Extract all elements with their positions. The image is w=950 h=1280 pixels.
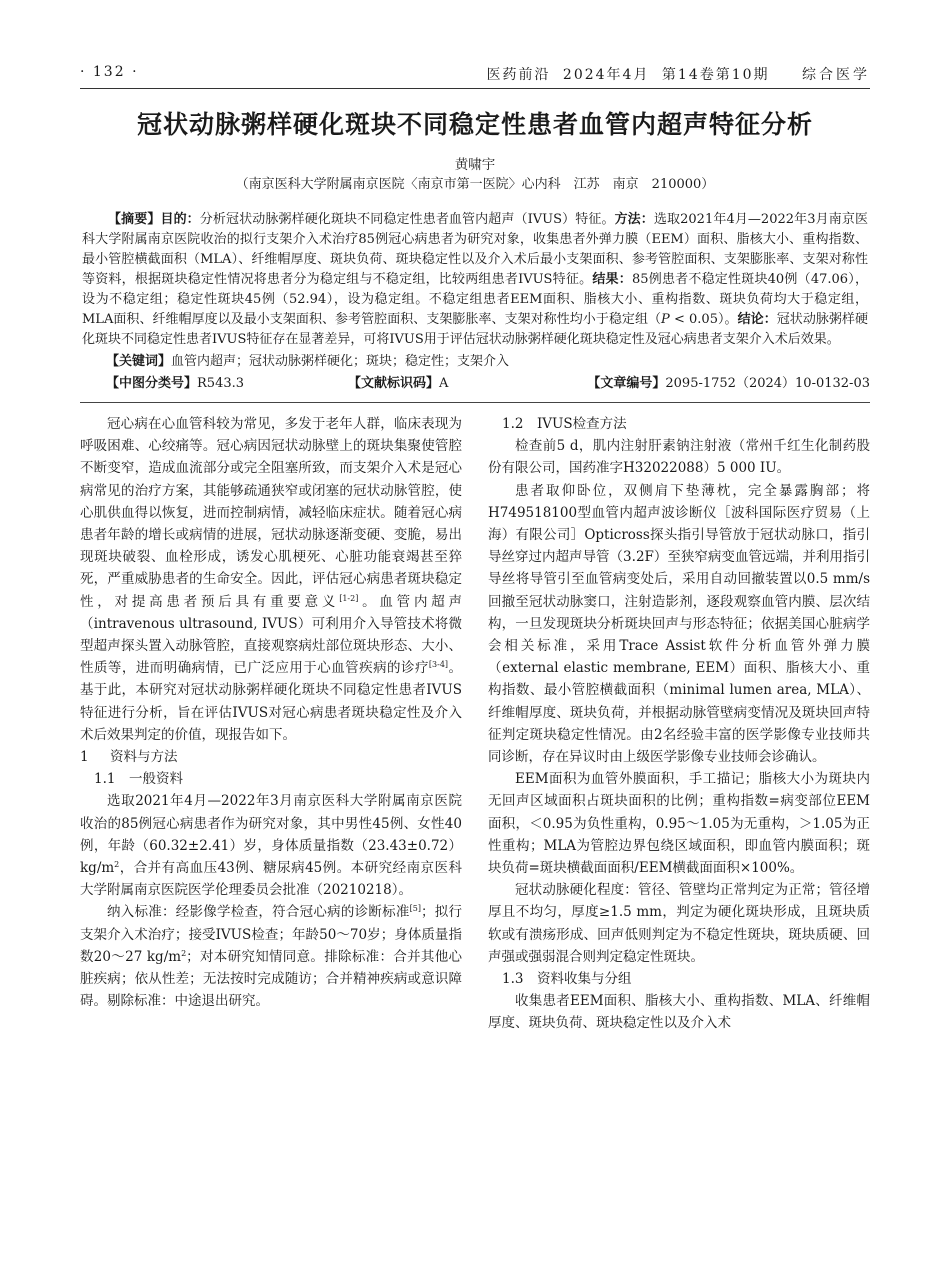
page-number: · 132 · — [80, 64, 139, 80]
definitions-paragraph: EEM面积为血管外膜面积，手工描记；脂核大小为斑块内无回声区域面积占斑块面积的比例；重构指数=病变部位EEM面积，＜0.95为负性重构，0.95～1.05为无重构，＞1.05为正性重构；MLA为管腔边界包绕区域面积，即血管内膜面积；斑块负荷=斑块横截面面积/EEM横截面面积×100%。 — [488, 771, 870, 877]
author-name: 黄啸宇 — [454, 157, 496, 173]
abstract-method: 选取2021年4月—2022年3月南京医科大学附属南京医院收治的拟行支架介入术治疗85例冠心病患者为研究对象，收集患者外弹力膜（EEM）面积、脂核大小、重构指数、最小管腔横截面积（MLA）、纤维帽厚度、斑块负荷、斑块稳定性以及介入术后最小支架面积、参考管腔面积、支架膨胀率、支架对称性等资料，根据斑块稳定性情况将患者分为稳定组与不稳定组，比较两组患者IVUS特征。 — [82, 212, 868, 287]
journal-info — [480, 64, 870, 84]
section-1-number: 1 — [80, 749, 89, 766]
document-code — [348, 374, 448, 394]
superscript-2: 2 — [114, 860, 120, 870]
journal-name: 医药前沿 — [486, 67, 551, 83]
section-1-3-heading: 1.3 资料收集与分组 — [502, 971, 632, 988]
superscript-2b: 2 — [181, 948, 187, 958]
general-data-paragraph — [80, 790, 462, 901]
method-label: 方法： — [614, 212, 654, 227]
abstract-result-tail: < 0.05）。 — [669, 312, 738, 327]
collection-paragraph: 收集患者EEM面积、脂核大小、重构指数、MLA、纤维帽厚度、斑块负荷、斑块稳定性以及介入术 — [488, 993, 870, 1032]
keywords-text: 血管内超声；冠状动脉粥样硬化；斑块；稳定性；支架介入 — [171, 354, 510, 369]
abstract-objective: 分析冠状动脉粥样硬化斑块不同稳定性患者血管内超声（IVUS）特征。 — [199, 212, 615, 227]
abstract-conclusion: 冠状动脉粥样硬化斑块不同稳定性患者IVUS特征存在显著差异，可将IVUS用于评估冠状动脉粥样硬化斑块稳定性及冠心病患者支架介入术后效果。 — [82, 312, 868, 347]
abstract-result: 85例患者不稳定性斑块40例（47.06），设为不稳定组；稳定性斑块45例（52.94），设为稳定组。不稳定组患者EEM面积、脂核大小、重构指数、斑块负荷均大于稳定组，MLA面积、纤维帽厚度以及最小支架面积、参考管腔面积、支架膨胀率、支架对称性均小于稳定组（ — [82, 272, 868, 327]
criteria-text-a: 纳入标准：经影像学检查，符合冠心病的诊断标准 — [107, 904, 410, 921]
intro-paragraph — [80, 413, 462, 746]
conclusion-label: 结论： — [737, 312, 777, 327]
running-header — [80, 58, 870, 86]
objective-label: 目的： — [160, 212, 200, 227]
general-data-text-b: ，合并有高血压43例、糖尿病45例。本研究经南京医科大学附属南京医院医学伦理委员会批准（20210218）。 — [80, 860, 462, 899]
abstract-label: 【摘要】 — [108, 212, 161, 227]
intro-text-c: 。基于此，本研究对冠状动脉粥样硬化斑块不同稳定性患者IVUS特征进行分析，旨在评估IVUS对冠心病患者斑块稳定性及介入术后效果判定的价值，现报告如下。 — [80, 660, 463, 743]
article-no-value: 2095-1752（2024）10-0132-03 — [665, 376, 870, 391]
article-no-label: 【文章编号】 — [587, 376, 666, 391]
section-1-2-heading: 1.2 IVUS检查方法 — [502, 416, 627, 432]
article-number — [587, 374, 870, 394]
section-1-heading — [80, 746, 462, 768]
issue-date: 2024年4月 — [562, 67, 650, 83]
intro-text-b: 。血管内超声（intravenous ultrasound, IVUS）可利用介入导管技术将微型超声探头置入动脉管腔，直接观察病灶部位斑块形态、大小、性质等，进而明确病情，已广泛应用于心血管疾病的诊疗 — [80, 593, 463, 677]
doc-label: 【文献标识码】 — [348, 376, 440, 391]
clc-value: R543.3 — [197, 376, 245, 391]
citation-5: [5] — [409, 904, 421, 914]
clc-number — [106, 374, 244, 394]
p-value-symbol: P — [661, 312, 670, 327]
right-column — [488, 413, 870, 1035]
procedure-paragraph: 患者取仰卧位，双侧肩下垫薄枕，完全暴露胸部；将H749518100型血管内超声波诊断仪［波科国际医疗贸易（上海）有限公司］Opticross探头指引导管放于冠状动脉口，指引导丝穿过内超声导管（3.2F）至狭窄病变血管远端，并利用指引导丝将导管引至血管病变处后，采用自动回撤装置以0.5 mm/s回撤至冠状动脉窦口，注射造影剂，逐段观察血管内膜、层次结构，一旦发现斑块分析斑块回声与形态特征；依据美国心脏病学会相关标准，采用Trace Assist软件分析血管外弹力膜（external elastic membrane, EEM）面积、脂核大小、重构指数、最小管腔横截面积（minimal lumen area, MLA）、纤维帽厚度、斑块负荷，并根据动脉管壁病变情况及斑块回声特征判定斑块稳定性情况。由2名经验丰富的医学影像专业技师共同诊断，存在异议时由上级医学影像专业技师会诊确认。 — [488, 482, 870, 766]
result-label: 结果： — [592, 272, 632, 287]
section-1-title: 资料与方法 — [110, 749, 178, 766]
abstract-text — [82, 210, 868, 350]
classification-row — [80, 374, 870, 394]
volume-issue: 第14卷第10期 — [661, 67, 770, 83]
pre-exam-paragraph: 检查前5 d，肌内注射肝素钠注射液（常州千红生化制药股份有限公司，国药准字H32022088）5 000 IU。 — [488, 438, 870, 477]
author-affiliation: （南京医科大学附属南京医院〈南京市第一医院〉心内科 江苏 南京 210000） — [235, 177, 715, 192]
clc-label: 【中图分类号】 — [106, 376, 198, 391]
criteria-paragraph — [80, 901, 462, 1012]
criteria-text-b: ；拟行支架介入术治疗；接受IVUS检查；年龄50～70岁；身体质量指数20～27 kg/m — [80, 904, 463, 965]
general-data-text-a: 选取2021年4月—2022年3月南京医科大学附属南京医院收治的85例冠心病患者作为研究对象，其中男性45例、女性40例，年龄（60.32±2.41）岁，身体质量指数（23.43±0.72）kg/m — [80, 793, 462, 877]
header-rule — [80, 88, 870, 89]
abstract-divider — [80, 402, 870, 403]
intro-text-a: 冠心病在心血管科较为常见，多发于老年人群，临床表现为呼吸困难、心绞痛等。冠心病因冠状动脉壁上的斑块集聚使管腔不断变窄，造成血流部分或完全阻塞所致，而支架介入术是冠心病常见的治疗方案，其能够疏通狭窄或闭塞的冠状动脉管腔，使心肌供血得以恢复，进而控制病情，减轻临床症状。随着冠心病患者年龄的增长或病情的进展，冠状动脉逐渐变硬、变脆，易出现斑块破裂、血栓形成，诱发心肌梗死、心脏功能衰竭甚至猝死，严重威胁患者的生命安全。因此，评估冠心病患者斑块稳定性，对提高患者预后具有重要意义 — [80, 416, 462, 610]
citation-3-4: [3-4] — [428, 660, 449, 670]
abstract — [80, 210, 870, 350]
criteria-text-c: ；对本研究知情同意。排除标准：合并其他心脏疾病；依从性差；无法按时完成随访；合并精神疾病或意识障碍。剔除标准：中途退出研究。 — [80, 948, 463, 1010]
keywords — [80, 352, 870, 372]
keywords-label: 【关键词】 — [106, 354, 172, 369]
section-1-1-heading: 1.1 一般资料 — [94, 771, 183, 788]
left-column — [80, 413, 462, 1012]
journal-section: 综合医学 — [802, 67, 870, 83]
article-title: 冠状动脉粥样硬化斑块不同稳定性患者血管内超声特征分析 — [136, 110, 813, 139]
doc-value: A — [439, 376, 449, 391]
sclerosis-paragraph: 冠状动脉硬化程度：管径、管壁均正常判定为正常；管径增厚且不均匀，厚度≥1.5 mm，判定为硬化斑块形成，且斑块质软或有溃疡形成、回声低则判定为不稳定性斑块，斑块质硬、回声强或强弱混合则判定稳定性斑块。 — [488, 882, 870, 965]
citation-1-2: [1-2] — [339, 593, 359, 603]
